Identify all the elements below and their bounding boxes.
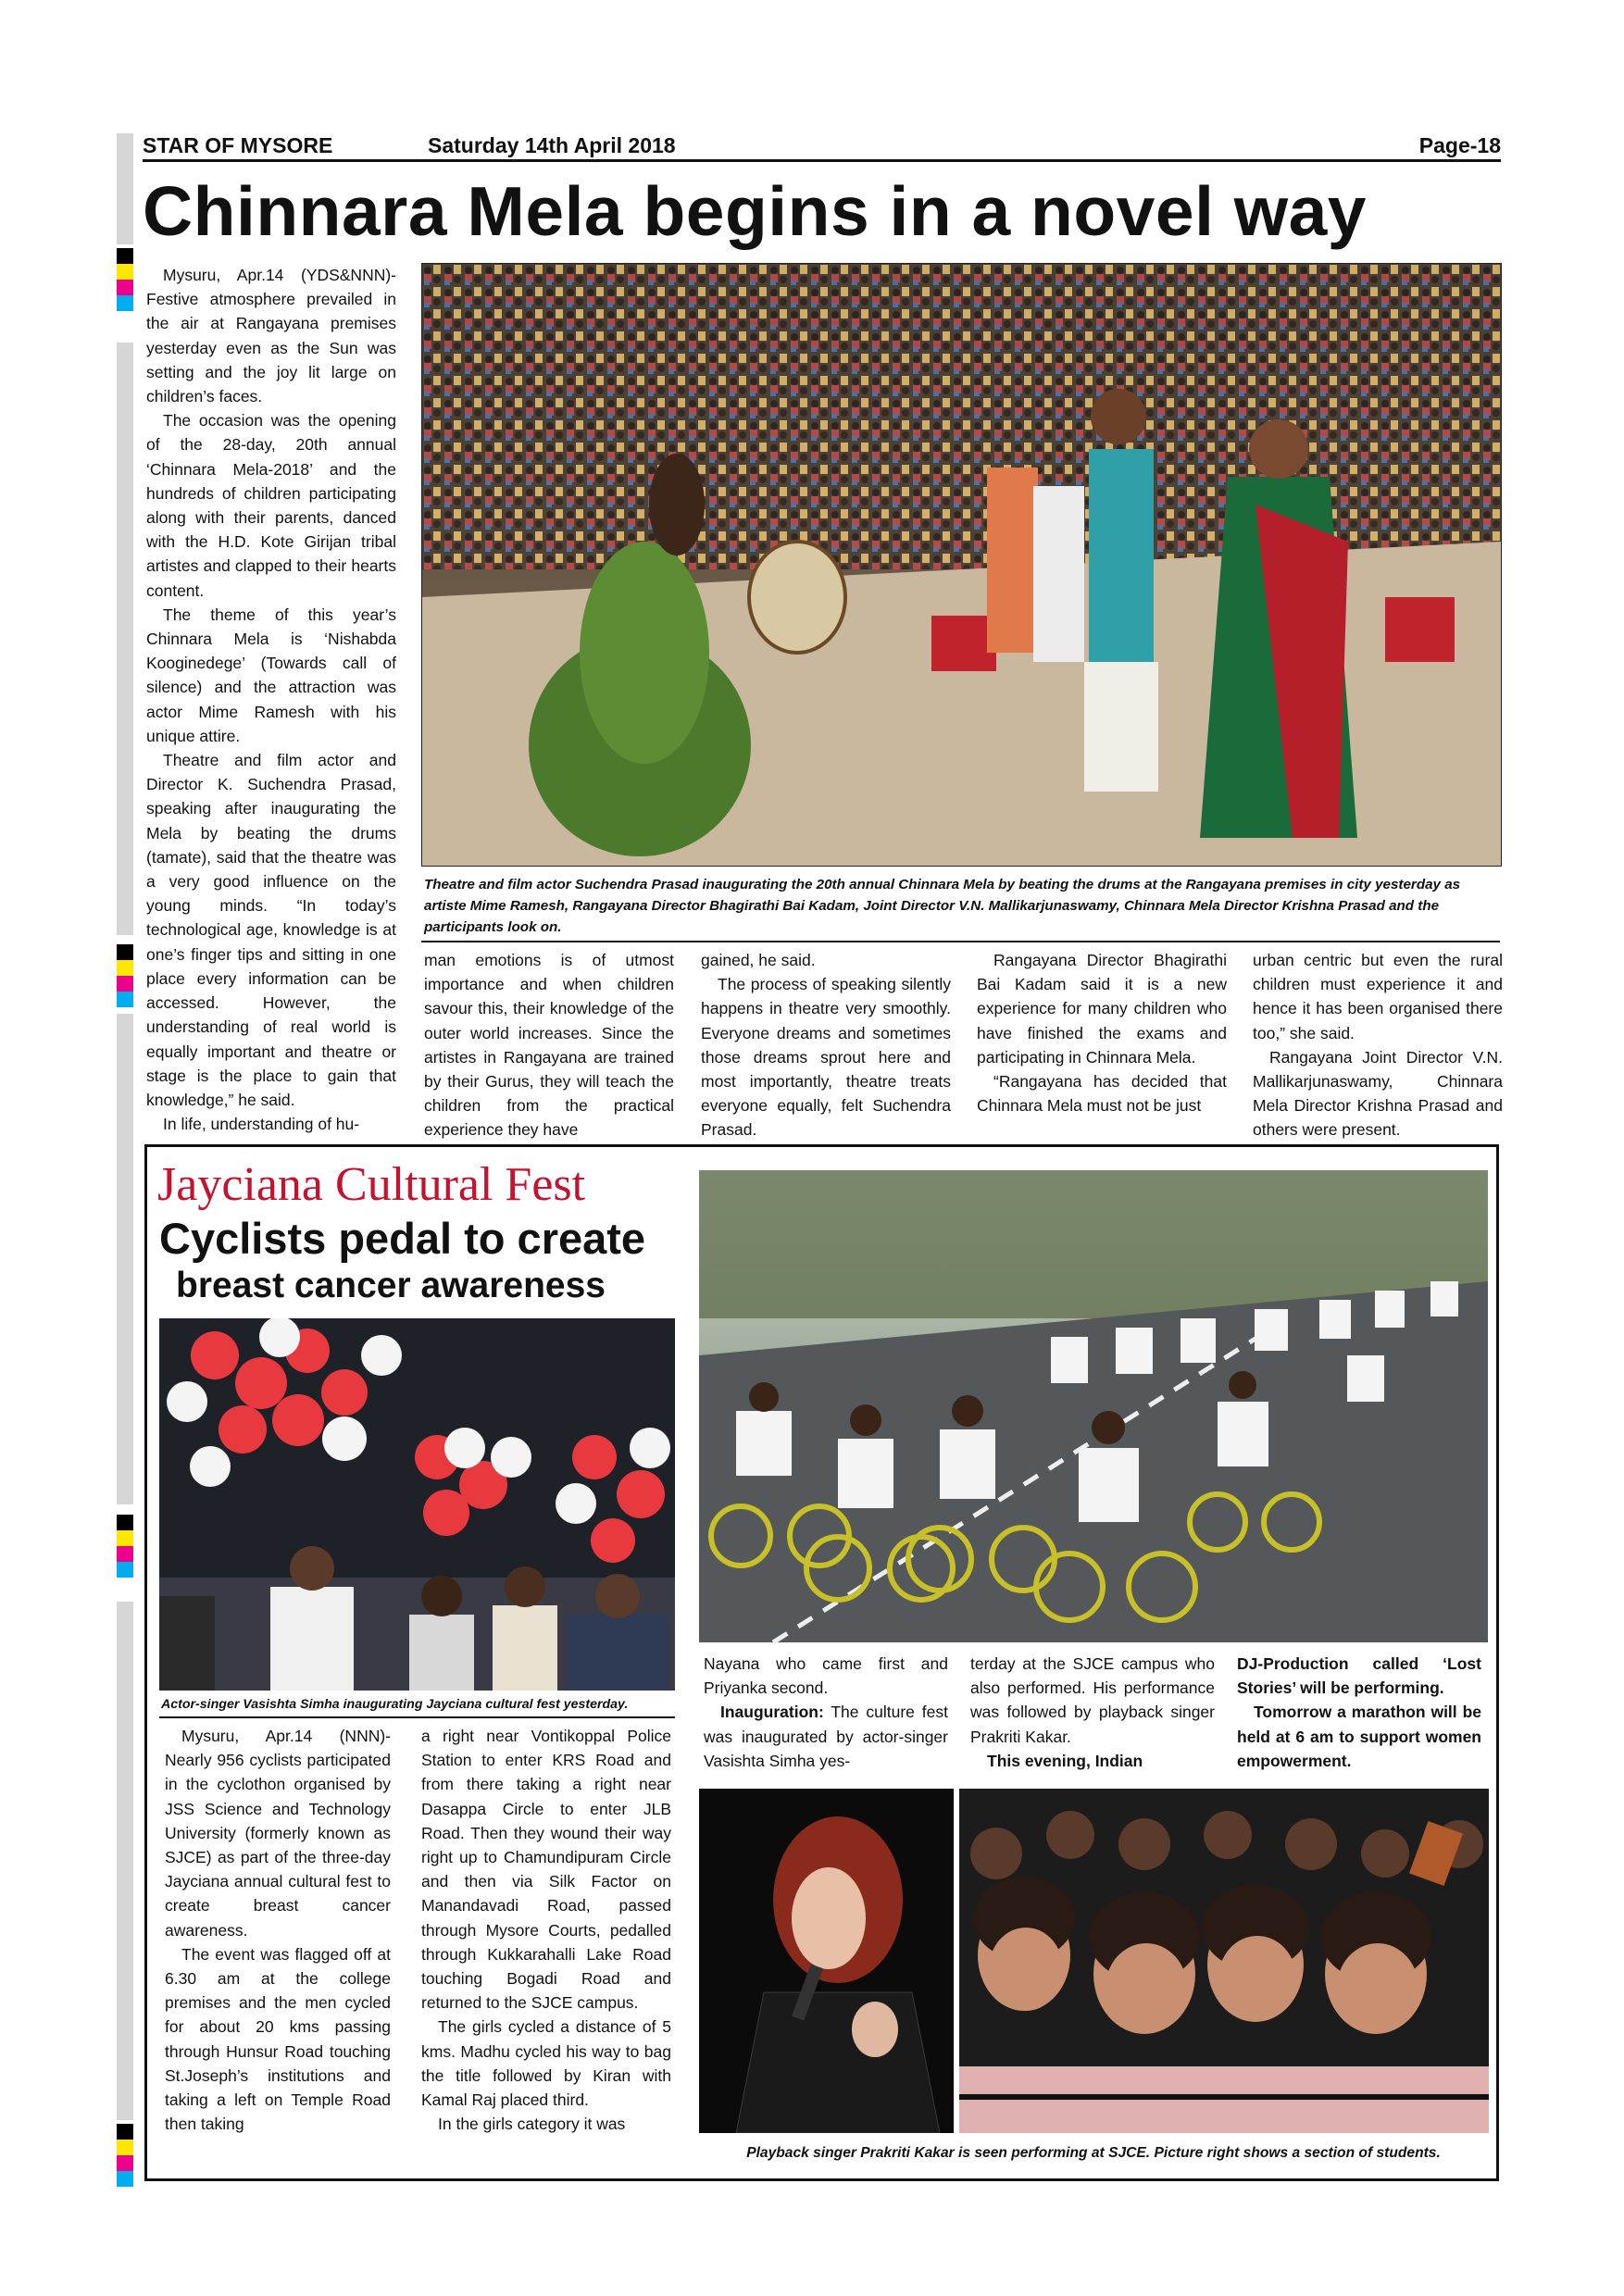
paragraph: gained, he said.: [701, 951, 816, 969]
balloon-caption: Actor-singer Vasishta Simha inaugurating Jayciana cultural fest yesterday.: [161, 1697, 629, 1712]
paragraph: Nayana who came first and Priyanka second.: [704, 1654, 948, 1698]
paragraph: Rangayana Director Bhagirathi Bai Kadam said it is a new experience for many children who have finished the exams and participating in Chinnara Mela.: [977, 951, 1227, 1067]
students-photo: [959, 1789, 1489, 2133]
margin-bar: [117, 343, 133, 935]
chinnara-mela-photo: [421, 263, 1502, 867]
story1-column-3: [701, 948, 951, 1142]
story2-column-1: [165, 1724, 391, 2136]
story1-column-4: [977, 948, 1227, 1117]
header-rule: [143, 159, 1501, 162]
margin-bar: [117, 1602, 133, 2120]
story1-column-1: [146, 263, 396, 1136]
balloon-inauguration-photo: [159, 1318, 675, 1691]
story2-column-2: [421, 1724, 671, 2136]
bottom-caption: Playback singer Prakriti Kakar is seen performing at SJCE. Picture right shows a section of students.: [746, 2145, 1441, 2161]
story1-column-5: [1253, 948, 1503, 1142]
paragraph: The process of speaking silently happens in theatre very smoothly. Everyone dreams and sometimes those dreams sprout here and most importantly, theatre treats everyone equally, felt Suchendra Prasad.: [701, 975, 951, 1140]
paragraph: Mysuru, Apr.14 (NNN)- Nearly 956 cyclists participated in the cyclothon organised by JSS Science and Technology University (formerly known as SJCE) as part of the three-day Jayciana annual cultural fest to create breast cancer awareness.: [165, 1727, 391, 1940]
cyclothon-photo: [699, 1170, 1488, 1642]
registration-mark: [117, 944, 133, 1007]
story2-column-4: [970, 1652, 1215, 1773]
paragraph: terday at the SJCE campus who also performed. His performance was followed by playback singer Prakriti Kakar.: [970, 1654, 1215, 1746]
paragraph: Tomorrow a marathon will be held at 6 am to support women empowerment.: [1237, 1703, 1481, 1770]
paragraph: “Rangayana has decided that Chinnara Mela must not be just: [977, 1072, 1227, 1116]
story1-column-2: [424, 948, 674, 1142]
paragraph: The girls cycled a distance of 5 kms. Madhu cycled his way to bag the title followed by Kiran with Kamal Raj placed third.: [421, 2017, 671, 2110]
margin-bar: [117, 133, 133, 244]
story2-subheadline: breast cancer awareness: [176, 1266, 606, 1305]
registration-mark: [117, 248, 133, 311]
paragraph: In the girls category it was: [438, 2115, 626, 2134]
inauguration-label: Inauguration:: [720, 1703, 824, 1722]
main-headline: Chinnara Mela begins in a novel way: [143, 172, 1368, 250]
paragraph: Theatre and film actor and Director K. Suchendra Prasad, speaking after inaugurating the Mela by beating the drums (tamate), said that the theatre was a very good influence on the young minds. “In today’s technological age, knowledge is at one’s finger tips and sitting in one place every information can be accessed. However, the understanding of real world is equally important and theatre or stage is the place to gain that knowledge,” he said.: [146, 751, 396, 1109]
story-kicker: Jayciana Cultural Fest: [157, 1158, 586, 1211]
paragraph: a right near Vontikoppal Police Station to enter KRS Road and from there taking a right near Dasappa Circle to enter JLB Road. Then they wound their way right up to Chamundipuram Circle and then via Silk Factor on Manandavadi Road, passed through Mysore Courts, pedalled through Kukkarahalli Lake Road touching Bogadi Road and returned to the SJCE campus.: [421, 1727, 671, 2013]
paragraph: man emotions is of utmost importance and when children savour this, their knowledge of the outer world increases. Since the artistes in Rangayana are trained by their Gurus, they will teach the children from the practical experience they have: [424, 951, 674, 1140]
story2-column-3: [704, 1652, 948, 1773]
caption-rule: [421, 941, 1500, 942]
registration-mark: [117, 1515, 133, 1578]
paragraph: In life, understanding of hu-: [163, 1115, 360, 1134]
margin-bar: [117, 1014, 133, 1504]
page-header: [143, 133, 1501, 161]
caption-rule: [159, 1716, 675, 1718]
registration-mark: [117, 2124, 133, 2187]
story2-headline: Cyclists pedal to create: [159, 1214, 646, 1263]
paragraph: [704, 1700, 948, 1773]
paragraph: DJ-Production called ‘Lost Stories’ will be performing.: [1237, 1654, 1481, 1698]
paragraph: Rangayana Joint Director V.N. Mallikarjunaswamy, Chinnara Mela Director Krishna Prasad and others were present.: [1253, 1047, 1503, 1140]
paragraph-text: The culture fest was inaugurated by actor-singer Vasishta Simha yes-: [704, 1703, 948, 1770]
page-number: Page-18: [1418, 133, 1501, 157]
paragraph: The theme of this year’s Chinnara Mela is ‘Nishabda Kooginedege’ (Towards call of silence) and the attraction was actor Mime Ramesh with his unique attire.: [146, 605, 396, 745]
paragraph: The event was flagged off at 6.30 am at the college premises and the men cycled for about 20 kms passing through Hunsur Road touching St.Joseph’s institutions and taking a left on Temple Road then taking: [165, 1944, 391, 2134]
paragraph: The occasion was the opening of the 28-day, 20th annual ‘Chinnara Mela-2018’ and the hundreds of children participating along with their parents, danced with the H.D. Kote Girijan tribal artistes and clapped to their hearts content.: [146, 411, 396, 600]
issue-date: Saturday 14th April 2018: [428, 133, 676, 157]
paragraph: urban centric but even the rural children must experience it and hence it has been organised there too,” she said.: [1253, 951, 1503, 1042]
photo-caption: Theatre and film actor Suchendra Prasad inaugurating the 20th annual Chinnara Mela by beating the drums at the Rangayana premises in city yesterday as artiste Mime Ramesh, Rangayana Director Bhagirathi Bai Kadam, Joint Director V.N. Mallikarjunaswamy, Chinnara Mela Director Krishna Prasad and the participants look on.: [424, 877, 1461, 935]
paragraph: Mysuru, Apr.14 (YDS&NNN)- Festive atmosphere prevailed in the air at Rangayana premises yesterday even as the Sun was setting and the joy lit large on children’s faces.: [146, 266, 396, 406]
paper-name: STAR OF MYSORE: [143, 133, 333, 157]
singer-photo: [699, 1789, 954, 2133]
story2-column-5: [1237, 1652, 1481, 1773]
paragraph: This evening, Indian: [987, 1751, 1143, 1770]
